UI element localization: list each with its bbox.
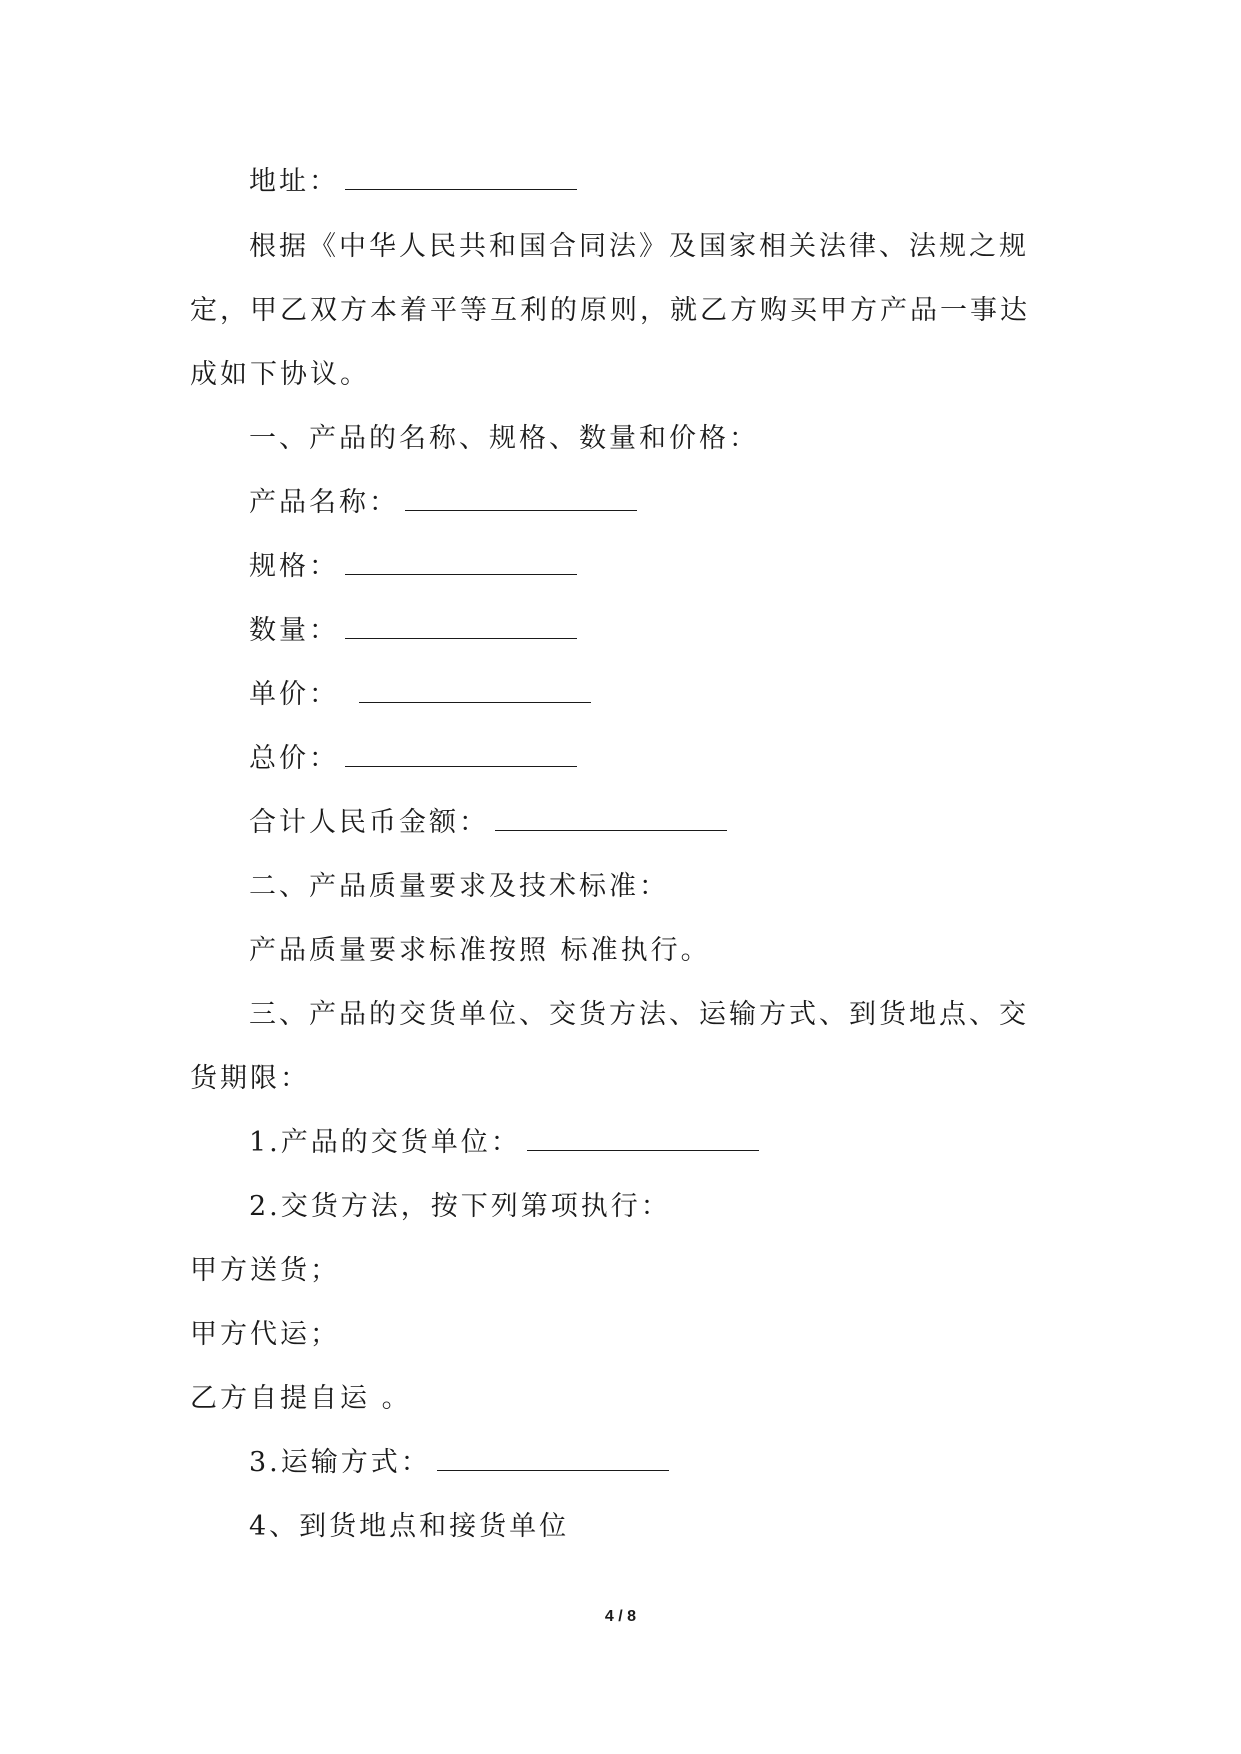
option1-line: 甲方送货； [190, 1255, 340, 1286]
page-number: 4 / 8 [604, 1608, 637, 1625]
item1-label: 1.产品的交货单位： [249, 1127, 521, 1158]
item3-label: 3.运输方式： [249, 1447, 431, 1478]
spec-label: 规格： [249, 551, 339, 582]
total-price-label: 总价： [249, 743, 339, 774]
item1-line [249, 1125, 759, 1161]
item3-line [249, 1445, 669, 1481]
item1-blank [527, 1146, 759, 1151]
quality-standard-line: 产品质量要求标准按照 标准执行。 [249, 935, 711, 966]
unit-price-line [249, 677, 591, 713]
unit-price-blank [359, 698, 591, 703]
quantity-label: 数量： [249, 615, 339, 646]
section3-line1: 三、产品的交货单位、交货方法、运输方式、到货地点、交 [249, 999, 1029, 1030]
section2-heading: 二、产品质量要求及技术标准： [249, 871, 669, 902]
total-rmb-blank [495, 826, 727, 831]
option3-line: 乙方自提自运 。 [190, 1383, 412, 1414]
product-name-blank [405, 506, 637, 511]
total-rmb-line [249, 805, 727, 841]
spec-blank [345, 570, 577, 575]
para1-line3: 成如下协议。 [190, 359, 370, 390]
address-blank [345, 185, 577, 190]
item2-line: 2.交货方法，按下列第项执行： [249, 1191, 671, 1222]
option2-line: 甲方代运； [190, 1319, 340, 1350]
product-name-line [249, 485, 637, 521]
product-name-label: 产品名称： [249, 487, 399, 518]
unit-price-label: 单价： [249, 679, 339, 710]
para1-line1: 根据《中华人民共和国合同法》及国家相关法律、法规之规 [249, 231, 1029, 262]
quantity-line [249, 613, 577, 649]
quantity-blank [345, 634, 577, 639]
address-line [249, 164, 577, 200]
section3-line2: 货期限： [190, 1063, 310, 1094]
total-price-line [249, 741, 577, 777]
address-label: 地址： [249, 166, 339, 197]
item3-blank [437, 1466, 669, 1471]
section1-heading: 一、产品的名称、规格、数量和价格： [249, 423, 759, 454]
total-rmb-label: 合计人民币金额： [249, 807, 489, 838]
para1-line2: 定，甲乙双方本着平等互利的原则，就乙方购买甲方产品一事达 [190, 295, 1030, 326]
spec-line [249, 549, 577, 585]
item4-line: 4、到货地点和接货单位 [249, 1511, 570, 1542]
total-price-blank [345, 762, 577, 767]
